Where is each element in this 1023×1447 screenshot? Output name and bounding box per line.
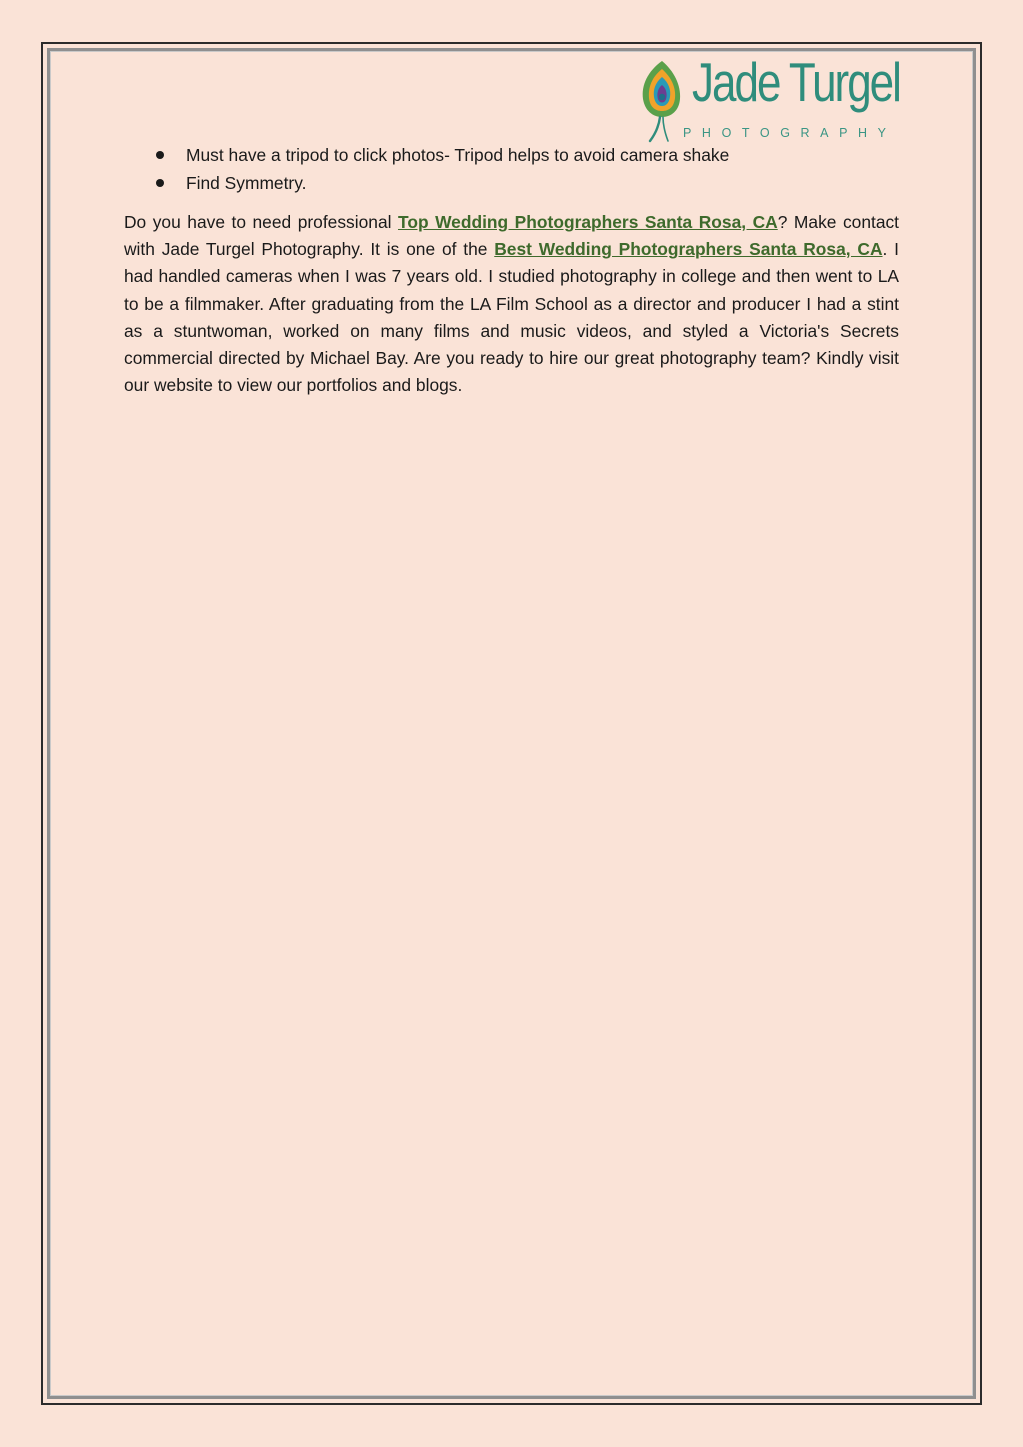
list-item xyxy=(124,170,899,198)
bullet-icon xyxy=(156,179,164,187)
paragraph-text: . I had handled cameras when I was 7 years old. I studied photography in college and then went to LA to be a filmmaker. After graduating from the LA Film School as a director and producer I had a stint as a stuntwoman, worked on many films and music videos, and styled a Victoria's Secrets commercial directed by Michael Bay. Are you ready to hire our great photography team? Kindly visit our website to view our portfolios and blogs. xyxy=(124,239,899,396)
document-body xyxy=(124,142,899,399)
tips-list xyxy=(124,142,899,197)
list-item xyxy=(124,142,899,170)
list-item-text: Find Symmetry. xyxy=(186,172,307,193)
paragraph-text: Do you have to need professional xyxy=(124,212,398,232)
paragraph-text: ? Make contact with Jade Turgel Photography. It is one of the xyxy=(124,212,900,260)
top-wedding-photographers-link[interactable]: Top Wedding Photographers Santa Rosa, CA xyxy=(398,212,778,232)
brand-name: Jade Turgel xyxy=(692,51,900,113)
peacock-feather-icon xyxy=(638,59,684,143)
list-item-text: Must have a tripod to click photos- Tripod helps to avoid camera shake xyxy=(186,145,730,165)
brand-logo xyxy=(638,51,904,145)
brand-tagline: PHOTOGRAPHY xyxy=(683,126,897,140)
best-wedding-photographers-link[interactable]: Best Wedding Photographers Santa Rosa, CA xyxy=(494,239,883,260)
intro-paragraph xyxy=(124,209,899,399)
bullet-icon xyxy=(156,151,164,159)
